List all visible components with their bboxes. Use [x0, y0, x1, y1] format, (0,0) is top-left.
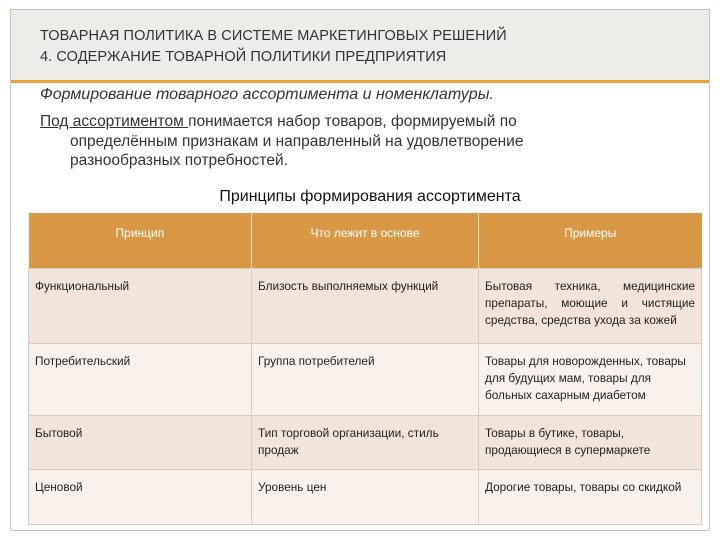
- definition-text-line-1: понимается набор товаров, формируемый по: [188, 113, 517, 130]
- table-row: [29, 268, 702, 343]
- cell-basis: Группа потребителей: [252, 343, 479, 415]
- cell-examples: Товары в бутике, товары, продающиеся в супермаркете: [479, 415, 702, 469]
- cell-principle: Бытовой: [29, 415, 252, 469]
- cell-basis: Близость выполняемых функций: [252, 268, 479, 343]
- cell-examples: Товары для новорожденных, товары для будущих мам, товары для больных сахарным диабетом: [479, 343, 702, 415]
- title-line-2: 4. СОДЕРЖАНИЕ ТОВАРНОЙ ПОЛИТИКИ ПРЕДПРИЯТИЯ: [40, 49, 447, 65]
- slide-title: [40, 26, 680, 68]
- cell-examples: Бытовая техника, медицинские препараты, моющие и чистящие средства, средства ухода за кожей: [479, 268, 702, 343]
- definition-text-line-3: разнообразных потребностей.: [70, 152, 288, 169]
- table-row: [29, 343, 702, 415]
- title-line-1: ТОВАРНАЯ ПОЛИТИКА В СИСТЕМЕ МАРКЕТИНГОВЫХ РЕШЕНИЙ: [40, 28, 507, 44]
- cell-principle: Функциональный: [29, 268, 252, 343]
- table-row: [29, 469, 702, 524]
- definition-first-line: [40, 112, 680, 132]
- accent-divider: [11, 80, 709, 83]
- cell-basis: Тип торговой организации, стиль продаж: [252, 415, 479, 469]
- cell-examples: Дорогие товары, товары со скидкой: [479, 469, 702, 524]
- table-row: [29, 415, 702, 469]
- cell-basis: Уровень цен: [252, 469, 479, 524]
- definition-term: Под ассортиментом: [40, 113, 189, 130]
- definition-text-line-2: определённым признакам и направленный на удовлетворение: [70, 132, 524, 150]
- table-caption: Принципы формирования ассортимента: [219, 188, 521, 205]
- cell-principle: Ценовой: [29, 469, 252, 524]
- principles-table: [28, 213, 702, 525]
- definition-paragraph: [40, 112, 680, 171]
- cell-principle: Потребительский: [29, 343, 252, 415]
- slide-subtitle: Формирование товарного ассортимента и номенклатуры.: [40, 86, 494, 103]
- header-principle: Принцип: [29, 213, 252, 268]
- header-examples: Примеры: [479, 213, 702, 268]
- table-header-row: [29, 213, 702, 268]
- header-basis: Что лежит в основе: [252, 213, 479, 268]
